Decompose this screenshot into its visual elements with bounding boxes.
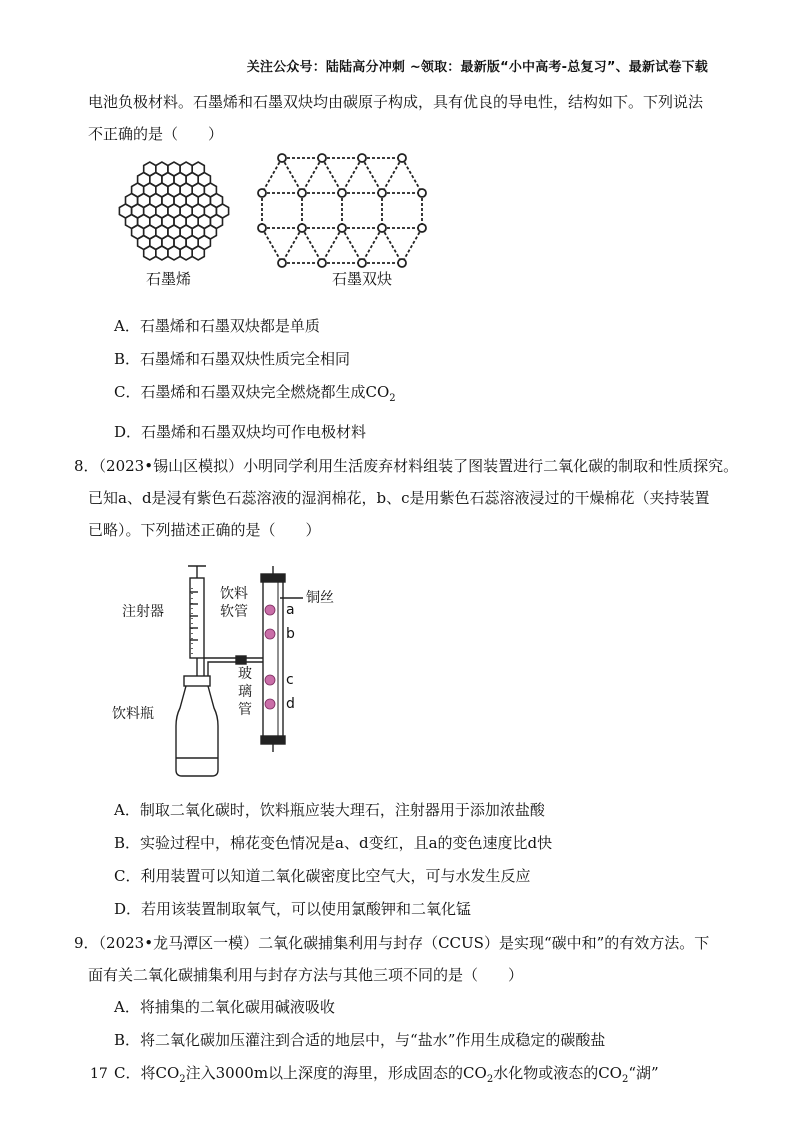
q9-option-a[interactable]: A．将捕集的二氧化碳用碱液吸收 — [114, 998, 335, 1016]
bottle-label: 饮料瓶 — [112, 706, 154, 722]
graphene-hexagon — [168, 246, 180, 260]
q9-option-c-part1: C．将CO — [114, 1064, 180, 1082]
graphdiyne-bond — [362, 158, 382, 193]
q7-option-c[interactable] — [88, 382, 728, 409]
graphdiyne-ring — [338, 224, 346, 232]
graphdiyne-bond — [322, 158, 342, 193]
soft-tube-label-1: 饮料 — [220, 586, 248, 602]
graphdiyne-ring — [298, 189, 306, 197]
copper-wire-label: 铜丝 — [306, 590, 334, 606]
graphdiyne-ring — [298, 224, 306, 232]
graphdiyne-bond — [402, 158, 422, 193]
q9-option-c-part3: 水化物或液态的CO — [493, 1064, 622, 1082]
q9-option-c-part2: 注入3000m以上深度的海里，形成固态的CO — [185, 1064, 487, 1082]
q7-stem-line2: 不正确的是（ ） — [88, 125, 224, 143]
graphene-label: 石墨烯 — [146, 270, 192, 288]
graphdiyne-ring — [338, 189, 346, 197]
q9-stem-line1: 9．（2023•龙马潭区一模）二氧化碳捕集利用与封存（CCUS）是实现“碳中和”的有效方法。下 — [74, 934, 710, 952]
graphdiyne-bond — [402, 228, 422, 263]
graphdiyne-bond — [342, 228, 362, 263]
graphene-hexagon — [192, 246, 204, 260]
q8-option-a[interactable]: A．制取二氧化碳时，饮料瓶应装大理石，注射器用于添加浓盐酸 — [114, 801, 545, 819]
graphdiyne-ring — [378, 189, 386, 197]
cotton-a-label: a — [286, 602, 295, 618]
graphdiyne-bond — [282, 228, 302, 263]
graphdiyne-ring — [258, 224, 266, 232]
q7-option-d[interactable]: D．石墨烯和石墨双炔均可作电极材料 — [114, 423, 367, 441]
q8-option-c[interactable]: C．利用装置可以知道二氧化碳密度比空气大，可与水发生反应 — [114, 867, 531, 885]
q7-option-b[interactable]: B．石墨烯和石墨双炔性质完全相同 — [114, 350, 351, 368]
graphdiyne-ring — [378, 224, 386, 232]
graphdiyne-ring — [278, 259, 286, 267]
graphdiyne-ring — [278, 154, 286, 162]
graphdiyne-bond — [382, 228, 402, 263]
page-number: 17 — [90, 1066, 108, 1082]
graphdiyne-ring — [318, 259, 326, 267]
cotton-b-label: b — [286, 626, 295, 642]
co2-apparatus-figure — [112, 558, 368, 778]
q9-option-c-sub1: 2 — [179, 1074, 186, 1085]
glass-tube-label-1: 玻 — [238, 666, 252, 682]
graphene-structure-figure — [114, 154, 514, 294]
graphdiyne-ring — [398, 259, 406, 267]
q8-stem-line2: 已知a、d是浸有紫色石蕊溶液的湿润棉花，b、c是用紫色石蕊溶液浸过的干燥棉花（夹持装置 — [88, 489, 710, 507]
graphdiyne-ring — [318, 154, 326, 162]
q7-option-a[interactable]: A．石墨烯和石墨双炔都是单质 — [114, 317, 320, 335]
soft-tube-label-2: 软管 — [220, 604, 248, 620]
syringe-label: 注射器 — [122, 604, 164, 620]
q7-option-c-subscript: 2 — [389, 393, 396, 404]
glass-tube-label-3: 管 — [238, 702, 252, 718]
graphdiyne-label: 石墨双炔 — [332, 270, 393, 288]
cotton-d-label: d — [286, 696, 295, 712]
q8-option-b[interactable]: B．实验过程中，棉花变色情况是a、d变红，且a的变色速度比d快 — [114, 834, 553, 852]
page-header: 关注公众号：陆陆高分冲刺 ~领取：最新版“小中高考-总复习”、最新试卷下载 — [246, 60, 708, 75]
q8-option-d[interactable]: D．若用该装置制取氧气，可以使用氯酸钾和二氧化锰 — [114, 900, 472, 918]
graphdiyne-ring — [418, 224, 426, 232]
q7-option-c-text: C．石墨烯和石墨双炔完全燃烧都生成CO — [114, 383, 390, 401]
graphdiyne-bond — [302, 158, 322, 193]
graphdiyne-diagram — [254, 150, 429, 270]
q9-option-c-part4: “湖” — [628, 1064, 659, 1082]
graphene-hexagon — [156, 246, 168, 260]
q7-stem-line1: 电池负极材料。石墨烯和石墨双炔均由碳原子构成，具有优良的导电性，结构如下。下列说法 — [88, 93, 704, 111]
graphene-hexagon — [180, 246, 192, 260]
page-content — [74, 92, 739, 1090]
q9-stem-line2: 面有关二氧化碳捕集利用与封存方法与其他三项不同的是（ ） — [88, 966, 524, 984]
graphdiyne-ring — [398, 154, 406, 162]
graphdiyne-bond — [262, 158, 282, 193]
q8-stem-line3: 已略）。下列描述正确的是（ ） — [88, 521, 321, 539]
q9-option-c-sub2: 2 — [486, 1074, 494, 1085]
graphdiyne-ring — [358, 154, 366, 162]
graphene-diagram — [114, 154, 234, 269]
q9-option-c[interactable] — [88, 1063, 728, 1090]
graphdiyne-bond — [302, 228, 322, 263]
graphdiyne-bond — [382, 158, 402, 193]
q8-stem-line1: 8．（2023•锡山区模拟）小明同学利用生活废弃材料组装了图装置进行二氧化碳的制取和性质探究。 — [74, 457, 739, 475]
cotton-c-label: c — [286, 672, 294, 688]
graphene-hexagon — [144, 246, 156, 260]
graphdiyne-bond — [362, 228, 382, 263]
graphdiyne-ring — [258, 189, 266, 197]
graphdiyne-bond — [262, 228, 282, 263]
q9-option-c-sub3: 2 — [621, 1074, 629, 1085]
graphdiyne-bond — [322, 228, 342, 263]
graphdiyne-bond — [342, 158, 362, 193]
graphdiyne-ring — [358, 259, 366, 267]
graphdiyne-ring — [418, 189, 426, 197]
q9-option-b[interactable]: B．将二氧化碳加压灌注到合适的地层中，与“盐水”作用生成稳定的碳酸盐 — [114, 1031, 606, 1049]
graphdiyne-bond — [282, 158, 302, 193]
glass-tube-label-2: 璃 — [238, 684, 252, 700]
